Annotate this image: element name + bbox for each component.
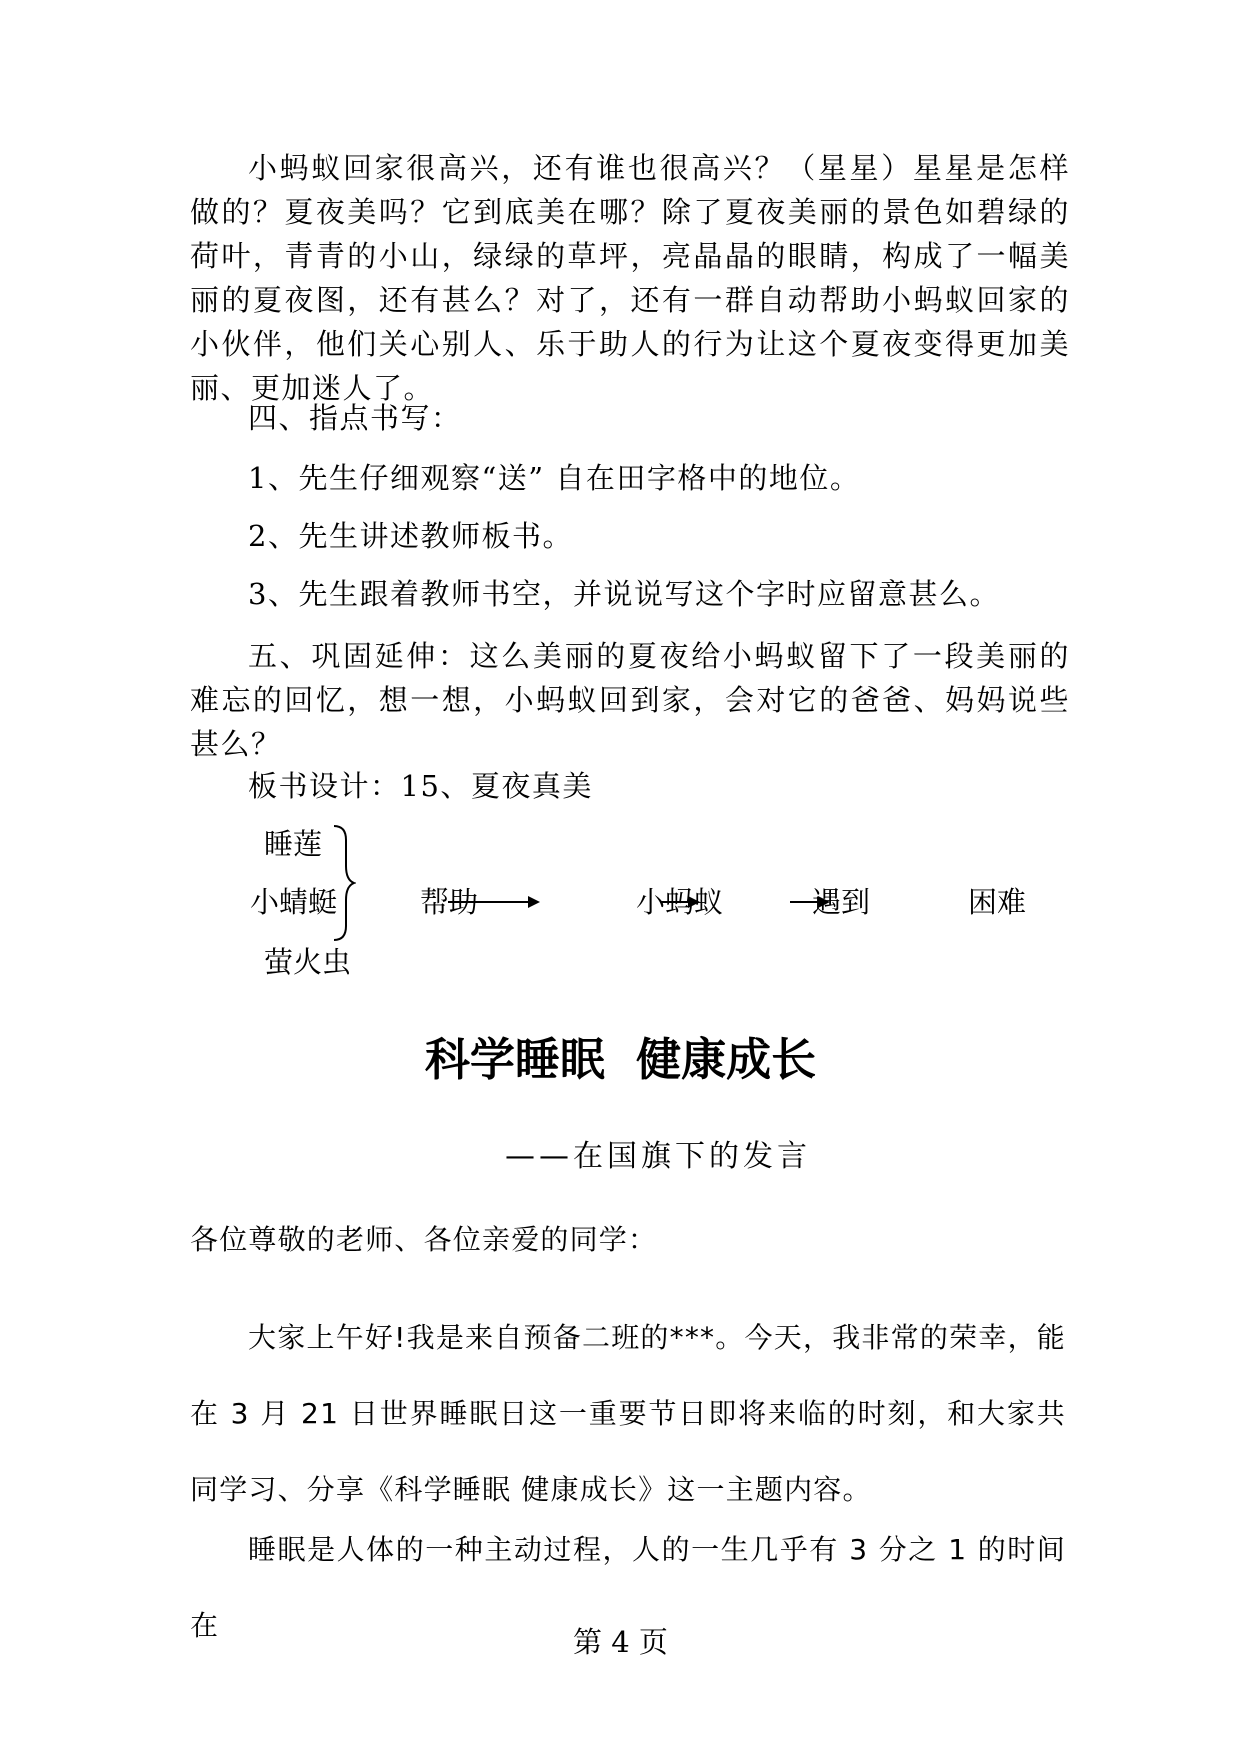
writing-step-1: 1、先生仔细观察“送” 自在田字格中的地位。 (248, 461, 861, 495)
speech-title: 科学睡眠 健康成长 (424, 1033, 817, 1086)
board-design-label: 板书设计：15、夏夜真美 (248, 769, 593, 803)
page-number: 第 4 页 (573, 1625, 668, 1659)
board-item-water-lily: 睡莲 (264, 827, 323, 861)
board-item-dragonfly: 小蜻蜓 (250, 885, 338, 919)
speech-subtitle: ——在国旗下的发言 (505, 1139, 811, 1174)
writing-step-2: 2、先生讲述教师板书。 (248, 519, 573, 553)
board-word-difficulty: 困难 (968, 885, 1027, 919)
writing-step-3: 3、先生跟着教师书空，并说说写这个字时应留意甚么。 (248, 577, 1000, 611)
board-item-firefly: 萤火虫 (264, 945, 352, 979)
right-brace-icon (330, 822, 356, 944)
board-word-help: 帮助 (420, 885, 479, 919)
board-word-ant: 小蚂蚁 (636, 885, 724, 919)
speech-paragraph-1: 大家上午好!我是来自预备二班的***。今天，我非常的荣幸，能在 3 月 21 日世界睡眠日这一重要节日即将来临的时刻，和大家共同学习、分享《科学睡眠 健康成长》这一主题内容。 (190, 1321, 1066, 1506)
speech-salutation: 各位尊敬的老师、各位亲爱的同学： (190, 1223, 658, 1256)
arrow-help-to-ant-icon (448, 901, 538, 903)
section-consolidation: 五、巩固延伸：这么美丽的夏夜给小蚂蚁留下了一段美丽的难忘的回忆，想一想，小蚂蚁回到家，会对它的爸爸、妈妈说些甚么？ (190, 639, 1070, 761)
section-heading-guided-writing: 四、指点书写： (248, 401, 462, 435)
arrow-ant-overlap-icon (660, 901, 698, 903)
lesson-paragraph: 小蚂蚁回家很高兴，还有谁也很高兴？（星星）星星是怎样做的？夏夜美吗？它到底美在哪？除了夏夜美丽的景色如碧绿的荷叶，青青的小山，绿绿的草坪，亮晶晶的眼睛，构成了一幅美丽的夏夜图，还有甚么？对了，还有一群自动帮助小蚂蚁回家的小伙伴，他们关心别人、乐于助人的行为让这个夏夜变得更加美丽、更加迷人了。 (190, 151, 1070, 405)
speech-paragraph-2: 睡眠是人体的一种主动过程，人的一生几乎有 3 分之 1 的时间在 (190, 1533, 1066, 1642)
board-word-meet: 遇到 (812, 885, 871, 919)
